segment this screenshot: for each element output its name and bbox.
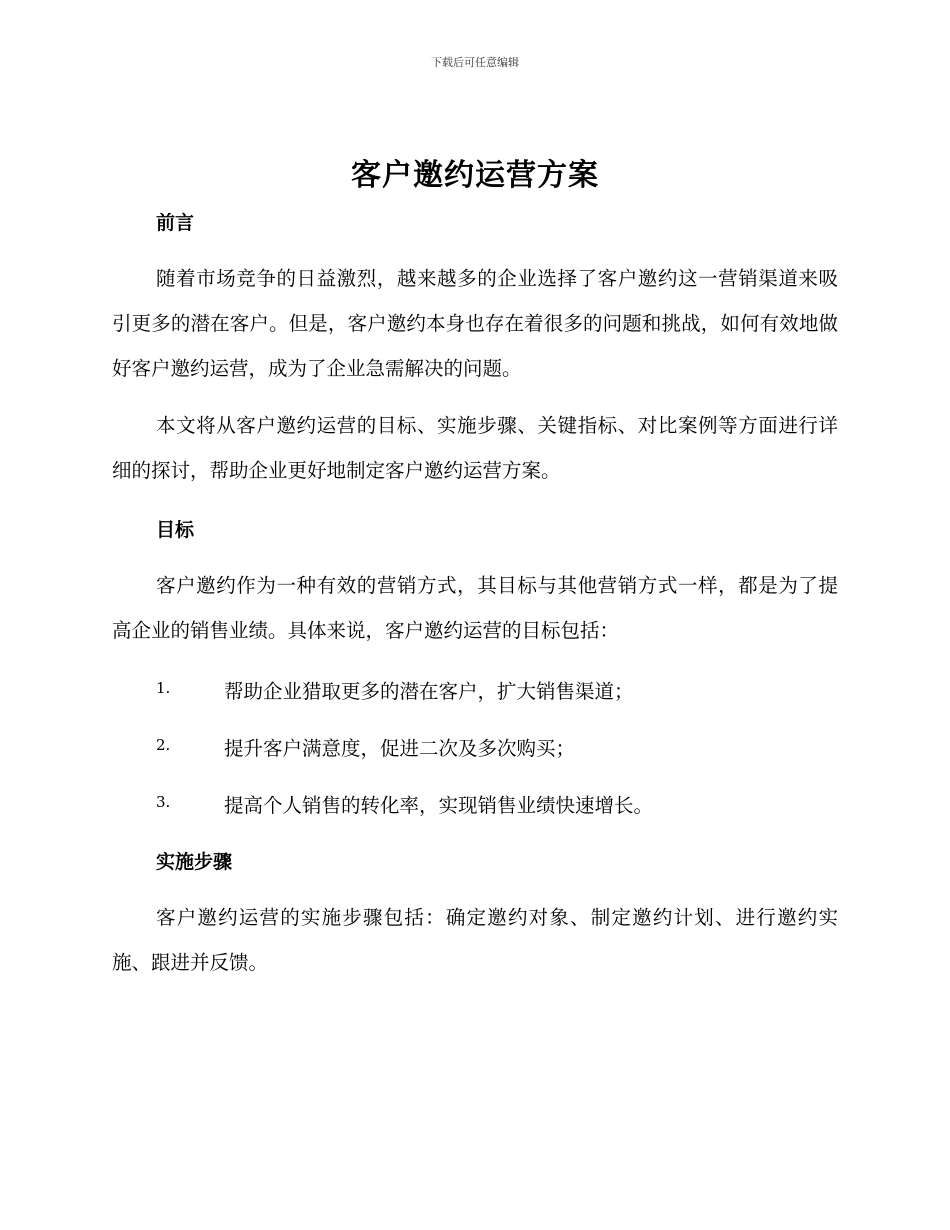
list-text: 提高个人销售的转化率，实现销售业绩快速增长。	[224, 794, 654, 817]
list-number: 3.	[156, 793, 171, 811]
preface-paragraph-1: 随着市场竞争的日益激烈，越来越多的企业选择了客户邀约这一营销渠道来吸引更多的潜在客户。但是，客户邀约本身也存在着很多的问题和挑战，如何有效地做好客户邀约运营，成为了企业急需解决的问题。	[112, 267, 838, 380]
section-heading-steps: 实施步骤	[156, 851, 233, 873]
document-title: 客户邀约运营方案	[351, 158, 599, 193]
list-number: 1.	[156, 679, 171, 697]
section-heading-preface: 前言	[156, 212, 195, 234]
list-text: 提升客户满意度，促进二次及多次购买；	[224, 737, 576, 760]
preface-paragraph-2: 本文将从客户邀约运营的目标、实施步骤、关键指标、对比案例等方面进行详细的探讨，帮助企业更好地制定客户邀约运营方案。	[112, 414, 838, 482]
header-note: 下载后可任意编辑	[431, 56, 519, 69]
list-number: 2.	[156, 736, 171, 754]
list-text: 帮助企业猎取更多的潜在客户，扩大销售渠道；	[224, 680, 634, 703]
goals-paragraph: 客户邀约作为一种有效的营销方式，其目标与其他营销方式一样，都是为了提高企业的销售业绩。具体来说，客户邀约运营的目标包括：	[112, 574, 838, 642]
steps-paragraph: 客户邀约运营的实施步骤包括：确定邀约对象、制定邀约计划、进行邀约实施、跟进并反馈。	[112, 906, 838, 974]
section-heading-goals: 目标	[156, 519, 195, 541]
